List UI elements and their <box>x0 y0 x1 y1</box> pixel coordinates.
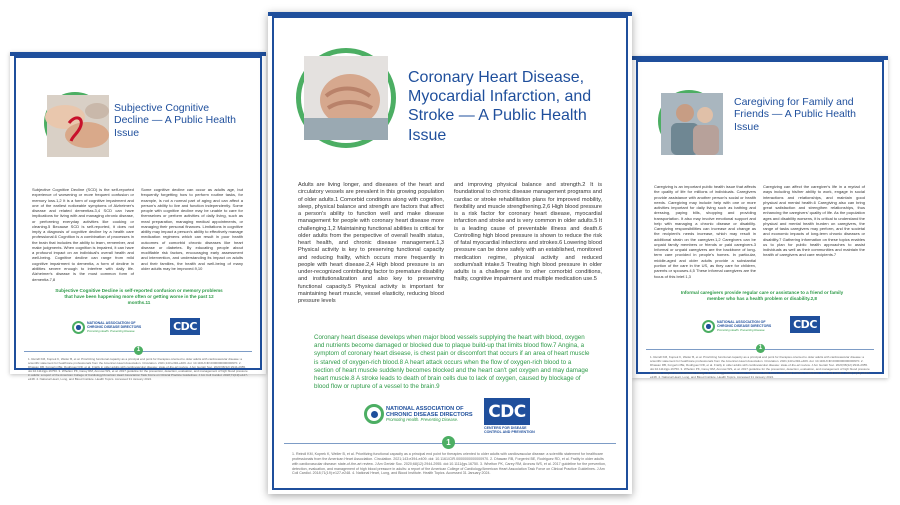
center-quote: Coronary heart disease develops when major blood vessels supplying the heart with blood, oxygen and nutrients become damaged or blocked due to plaque build-up that limits blood flow.7 Angina, a symptom of coronary heart disease, is chest pain or discomfort that occurs if an area of heart muscle is starved of oxygen-rich blood.8 A heart attack occurs when the flow of oxygen-rich blood to a section of heart muscle suddenly becomes blocked and the heart can't get oxygen and may damage heart muscle.8 A stroke leads to death of brain cells due to lack of oxygen, caused by blockage of blood flow or rupture of a vessel to the brain.9 <box>314 334 590 391</box>
nacdd-line1: NATIONAL ASSOCIATION OF <box>386 405 464 412</box>
left-nacdd-logo <box>72 321 141 334</box>
cdc-logo-icon: CDC <box>170 318 200 335</box>
left-column-2: Some cognitive decline can occur as adults age, but frequently forgetting how to perform routine tasks, for example, is not a normal part of aging and can affect a person's ability to live and function independently. Some people with cognitive decline may be unable to care for themselves or perform activities of daily living, such as meal preparation, managing medical appointments, or managing their personal finances. Limitations in cognitive ability may impact a person's ability to effectively manage medication regimens which can result in poor health outcomes of comorbid chronic diseases like heart disease or diabetes. By educating people about modifiable risk factors, encouraging early assessment and intervention, and understanding its impact on adults and their families, the health and well-being of many older adults may be improved.9,10 <box>141 187 243 271</box>
right-page-number: 1 <box>756 344 765 353</box>
center-nacdd-logo <box>364 404 473 424</box>
nacdd-tagline: Promoting Health. Preventing Disease. <box>717 327 766 332</box>
left-column-1: Subjective Cognitive Decline (SCD) is the self-reported experience of worsening or more frequent confusion or memory loss.1,2 It is a form of cognitive impairment and one of the earliest noticeable symptoms of Alzheimer's disease and related dementias.3,4 SCD can have implications for living with and managing chronic disease, or performing everyday activities like cooking or cleaning.5 Because SCD is self-reported, it does not imply a diagnosis of cognitive decline by a health care professional.6 Cognition is a combination of processes in the brain that includes the ability to learn, remember, and make judgments. When cognition is impaired, it can have a profound impact on an individual's overall health and well-being. Cognitive decline can range from mild cognitive impairment to dementia, a form of decline in abilities severe enough to interfere with daily life. Alzheimer's disease is the most common form of dementia.7,8 <box>32 187 134 282</box>
right-nacdd-logo <box>702 320 771 333</box>
chest-pain-photo-icon <box>304 56 388 140</box>
center-references: 1. Reindl KM, Koprek K, Weiler B, et al. Prioritizing functional capacity as a principal end point for therapies oriented to older adults with cardiovascular disease: a scientific statement for healthcare professionals from the American Heart Association. Circulation. 2021;143:e394-e409. doi: 10.1161/CIR.0000000000000970. 2. Dhawan RB, Forgerini BE, Rodriguez RD, et al. Frailty in older adults with cardiovascular disease: state-of-the-art review. J Am Geriatr Soc. 2020;68(12):2944-2955. doi:10.1111/jgs.16750. 3. Whelton PK, Carey RM, Aronow WS, et al. 2017 guideline for the prevention, detection, evaluation, and management of high blood pressure in adults: a report of the American College of Cardiology/American Heart Association Task Force on Clinical Practice Guidelines. J Am Coll Cardiol. 2018;71(19):e127-e248. 4. National Heart, Lung, and Blood Institute. Health Topics. Accessed 31 January 2024. <box>292 452 607 476</box>
right-document <box>632 56 888 378</box>
cdc-line1: CENTERS FOR DISEASE <box>484 426 527 430</box>
nacdd-line1: NATIONAL ASSOCIATION OF <box>87 321 136 326</box>
right-quote: Informal caregivers provide regular care or assistance to a friend or family member who has a health problem or disability.2,8 <box>680 290 844 301</box>
left-title: Subjective Cognitive Decline — A Public Health Issue <box>114 102 236 139</box>
left-page-number: 1 <box>134 346 143 355</box>
right-cdc-logo <box>790 316 820 333</box>
left-document <box>10 52 266 382</box>
right-column-2: Caregiving can affect the caregiver's life in a myriad of ways including his/her ability to work, engage in social interactions and relationships, and maintain good physical and mental health.6 Caregiving also can bring great satisfaction and strengthen relationships, thus enhancing the caregivers' quality of life. As the population ages and disability worsens, it is critical to understand the physical and mental health burden on caregivers, the range of tasks caregivers may perform, and the societal and economic impacts of long-term chronic diseases or disability.7 Gathering information on these topics enables us to plan for public health approaches to assist individuals as well as their communities and maintain the health of caregivers and care recipients.7 <box>763 184 865 258</box>
nacdd-logo-icon <box>72 321 85 334</box>
nacdd-line2: CHRONIC DISEASE DIRECTORS <box>87 324 142 329</box>
hands-photo-icon <box>44 92 106 154</box>
nacdd-line1: NATIONAL ASSOCIATION OF <box>717 320 766 325</box>
center-document <box>268 12 632 494</box>
right-title: Caregiving for Family and Friends — A Public Health Issue <box>734 96 856 133</box>
left-quote: Subjective Cognitive Decline is self-reported confusion or memory problems that have been happening more often or getting worse in the past 12 months.11 <box>55 288 223 305</box>
nacdd-tagline: Promoting Health. Preventing Disease. <box>386 416 459 422</box>
center-column-2: and improving physical balance and strength.2 It is foundational to chronic disease management programs and cardiac or stroke rehabilitation plans for improved mobility, flexibility and muscle strengthening.2,6 High blood pressure is a risk factor for coronary heart disease, myocardial infarction and stroke and is very common in older adults.5 It is a leading cause of preventable illness and death.6 Controlling high blood pressure is shown to reduce the risk of fatal myocardial infarctions and strokes.6 Lowering blood pressure can be done safely with an established, monitored medication regime, physical activity and reduced sodium/salt intake.5 Treating high blood pressure in older adults is a challenge due to other comorbid conditions, frailty, cognitive impairment and multiple medication use.5 <box>454 182 602 283</box>
nacdd-line2: CHRONIC DISEASE DIRECTORS <box>717 323 772 328</box>
center-page-number: 1 <box>442 436 455 449</box>
center-cdc-logo <box>484 398 535 435</box>
center-column-1: Adults are living longer, and diseases of the heart and circulatory vessels are prevalent in this growing population of older adults.1 Comorbid conditions along with cognition, sleep, physical balance and strength are factors that affect a person's ability to function well and make disease management for people with coronary heart disease more challenging.1,2 Maintaining functional abilities is critical for older adults from the perspective of overall health status, heart health, and chronic disease management.1,3 Physical activity is key to preserving functional capacity and reducing frailty, which occurs more frequently in people with heart disease.2,4 High blood pressure is an under-recognized contributing factor to premature disability and institutionalization and also key to preserving functional capacity.5 Physical activity is important for maintaining heart muscle, vessel elasticity, reducing blood pressure levels <box>298 182 444 305</box>
nacdd-line2: CHRONIC DISEASE DIRECTORS <box>386 411 473 418</box>
left-references: 1. Reindl KM, Koprek K, Weiler B, et al. Prioritizing functional capacity as a principal end point for therapies oriented to older adults with cardiovascular disease: a scientific statement for healthcare professionals from the American Heart Association. Circulation. 2021;143:e394-e409. doi: 10.1161/CIR.0000000000000970. 2. Dhawan RB, Forgerini BE, Rodriguez RD, et al. Frailty in older adults with cardiovascular disease: state-of-the-art review. J Am Geriatr Soc. 2020;68(12):2944-2955. doi:10.1111/jgs.16750. 3. Whelton PK, Carey RM, Aronow WS, et al. 2017 guideline for the prevention, detection, evaluation, and management of high blood pressure in adults: a report of the American College of Cardiology/American Heart Association Task Force on Clinical Practice Guidelines. J Am Coll Cardiol. 2018;71(19):e127-e248. 4. National Heart, Lung, and Blood Institute. Health Topics. Accessed 31 January 2024. <box>28 357 248 382</box>
caregiving-photo-icon <box>658 90 720 152</box>
center-title: Coronary Heart Disease, Myocardial Infarction, and Stroke — A Public Health Issue <box>408 69 592 144</box>
right-references: 1. Reindl KM, Koprek K, Weiler B, et al. Prioritizing functional capacity as a principal end point for therapies oriented to older adults with cardiovascular disease: a scientific statement for healthcare professionals from the American Heart Association. Circulation. 2021;143:e394-e409. doi: 10.1161/CIR.0000000000000970. 2. Dhawan RB, Forgerini BE, Rodriguez RD, et al. Frailty in older adults with cardiovascular disease: state-of-the-art review. J Am Geriatr Soc. 2020;68(12):2944-2955. doi:10.1111/jgs.16750. 3. Whelton PK, Carey RM, Aronow WS, et al. 2017 guideline for the prevention, detection, evaluation, and management of high blood pressure in adults: a report of the American College of Cardiology/American Heart Association Task Force on Clinical Practice Guidelines. J Am Coll Cardiol. 2018;71(19):e127-e248. 4. National Heart, Lung, and Blood Institute. Health Topics. Accessed 31 January 2024. <box>650 355 870 380</box>
cdc-logo-icon: CDC <box>484 398 530 425</box>
cdc-logo-icon: CDC <box>790 316 820 333</box>
left-cdc-logo <box>170 318 200 335</box>
cdc-line2: CONTROL AND PREVENTION <box>484 429 535 434</box>
nacdd-logo-icon <box>364 404 384 424</box>
nacdd-tagline: Promoting Health. Preventing Disease. <box>87 328 136 333</box>
nacdd-logo-icon <box>702 320 715 333</box>
right-column-1: Caregiving is an important public health issue that affects the quality of life for millions of individuals. Caregivers provide assistance with another person's social or health needs. Caregiving may include help with one or more activities important for daily living such as bathing and dressing, paying bills, shopping and providing transportation. It also may involve emotional support and help with managing a chronic disease or disability. Caregiving responsibilities can increase and change as the recipient's needs increase, which may result in additional strain on the caregiver.1,2 Caregivers can be unpaid family members or friends or paid caregivers.3 Informal or unpaid caregivers are the backbone of long-term care provided in people's homes. In particular, middle-aged and older adults provide a substantial portion of the care in the US, as they care for children, parents or spouses.4,5 These informal caregivers are the focus of this brief.1,3 <box>654 184 756 279</box>
